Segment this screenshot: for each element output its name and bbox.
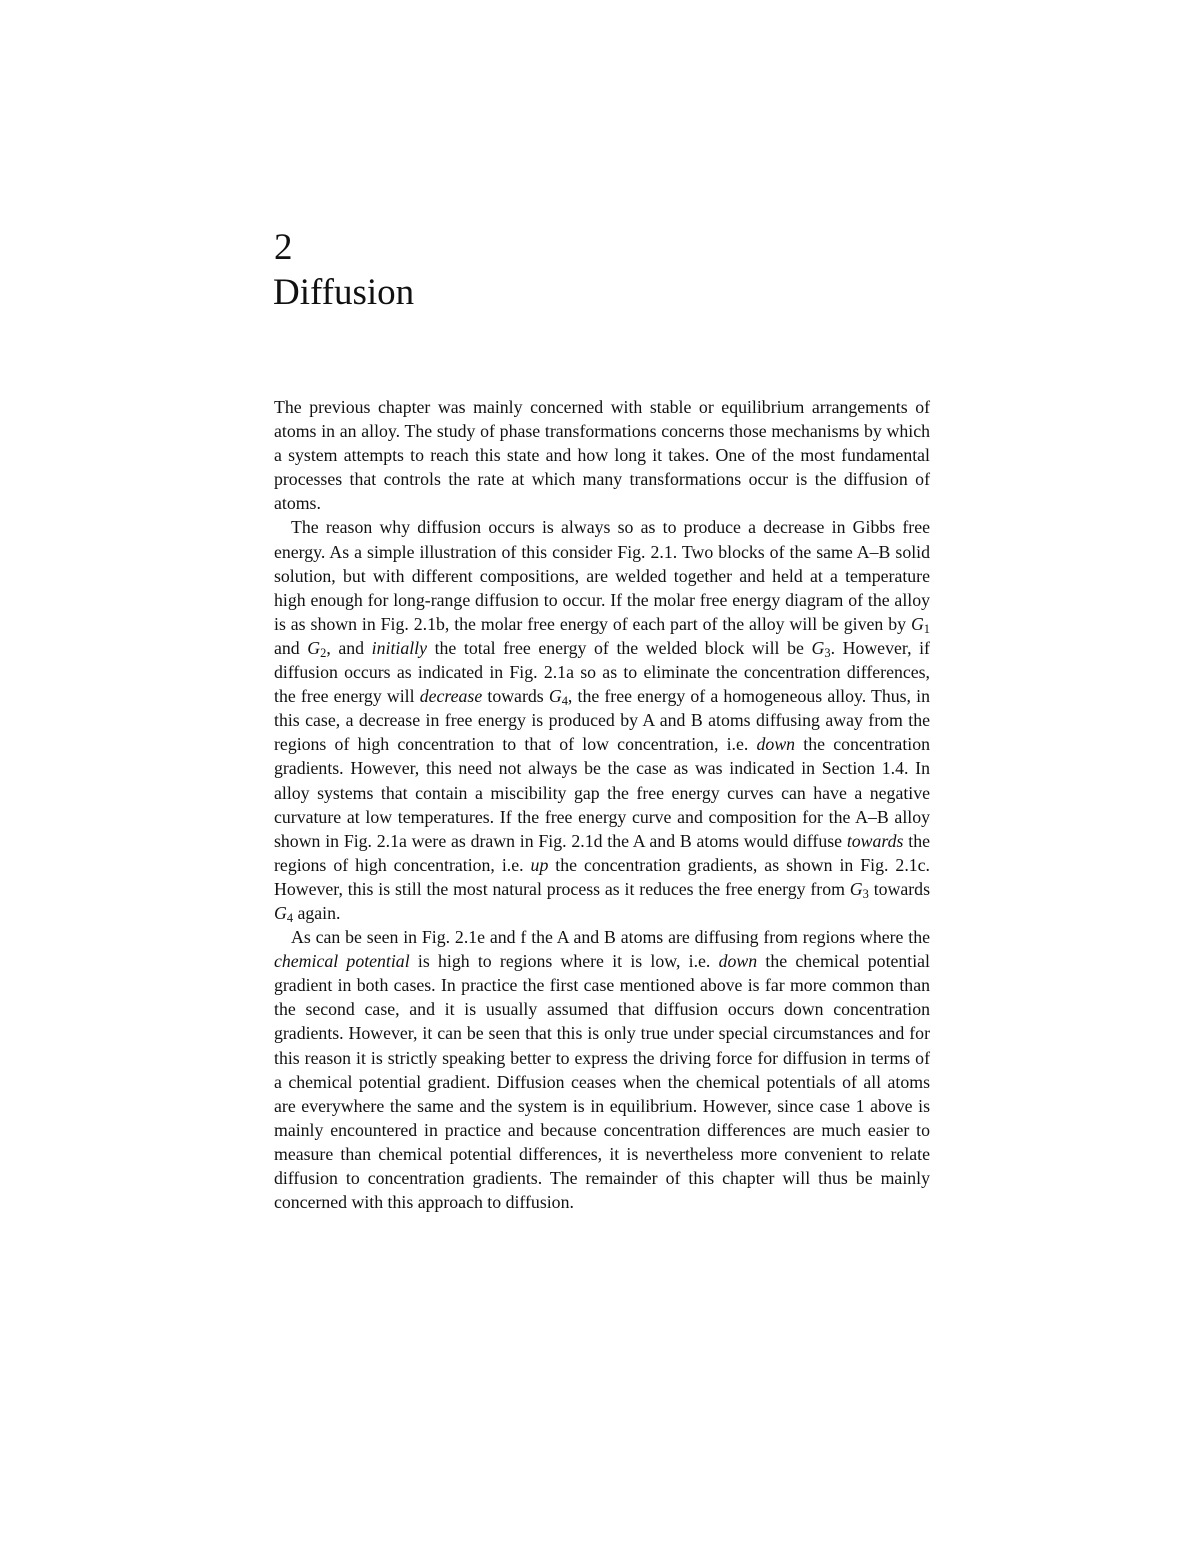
- text-run: and: [274, 637, 308, 658]
- subscript: 3: [824, 646, 831, 661]
- italic-text: down: [718, 951, 758, 972]
- subscript: 4: [561, 694, 568, 709]
- italic-text: G: [910, 613, 924, 634]
- chapter-title: Diffusion: [273, 272, 415, 313]
- italic-text: G: [849, 878, 863, 899]
- text-run: towards: [868, 878, 930, 899]
- text-run: The reason why diffusion occurs is always so as to produce a decrease in Gibbs free energy. As a simple illustration of this consider Fig. 2.1. Two blocks of the same A–B solid solution, but with different compositions, are welded together and held at a temperature high enough for long-range diffusion to occur. If the molar free energy diagram of the alloy is as shown in Fig. 2.1b, the molar free energy of each part of the alloy will be given by: [274, 517, 930, 634]
- italic-text: up: [530, 854, 549, 875]
- text-run: towards: [482, 686, 549, 707]
- text-run: As can be seen in Fig. 2.1e and f the A and B atoms are diffusing from regions where the: [291, 927, 930, 948]
- text-run: , and: [326, 637, 372, 658]
- subscript: 3: [862, 886, 869, 901]
- italic-text: towards: [846, 830, 904, 851]
- italic-text: G: [274, 902, 287, 923]
- subscript: 4: [286, 911, 294, 926]
- paragraph: [274, 515, 930, 925]
- italic-text: chemical potential: [274, 951, 410, 972]
- text-run: the chemical potential gradient in both cases. In practice the first case mentioned above is far more common than the second case, and it is usually assumed that diffusion occurs down concentration gradients. However, it can be seen that this is only true under special circumstances and for this reason it is strictly speaking better to express the driving force for diffusion in terms of a chemical potential gradient. Diffusion ceases when the chemical potentials of all atoms are everywhere the same and the system is in equilibrium. However, since case 1 above is mainly encountered in practice and because concentration differences are much easier to measure than chemical potential differences, it is nevertheless more convenient to relate diffusion to concentration gradients. The remainder of this chapter will thus be mainly concerned with this approach to diffusion.: [274, 951, 931, 1213]
- text-run: , the free energy of a homogeneous alloy. Thus, in this case, a decrease in free energy is produced by A and B atoms diffusing away from the regions of high concentration to that of low concentration, i.e.: [274, 686, 930, 755]
- paragraph: [274, 925, 930, 1214]
- subscript: 1: [923, 621, 930, 636]
- italic-text: G: [548, 686, 562, 707]
- text-run: The previous chapter was mainly concerned with stable or equilibrium arrangements of atoms in an alloy. The study of phase transformations concerns those mechanisms by which a system attempts to reach this state and how long it takes. One of the most fundamental processes that controls the rate at which many transformations occur is the diffusion of atoms.: [274, 397, 930, 514]
- italic-text: decrease: [419, 686, 483, 707]
- italic-text: G: [307, 637, 321, 658]
- italic-text: initially: [371, 637, 427, 658]
- text-run: is high to regions where it is low, i.e.: [409, 951, 719, 972]
- text-run: again.: [293, 902, 341, 923]
- text-run: the concentration gradients, as shown in Fig. 2.1c. However, this is still the most natural process as it reduces the free energy from: [274, 854, 930, 899]
- chapter-body: [274, 395, 930, 1214]
- italic-text: down: [756, 734, 796, 755]
- text-run: the total free energy of the welded block will be: [427, 637, 812, 658]
- italic-text: G: [811, 637, 825, 658]
- chapter-number: 2: [274, 227, 293, 268]
- paragraph: [274, 395, 930, 515]
- text-run: . However, if diffusion occurs as indicated in Fig. 2.1a so as to eliminate the concentration differences, the free energy will: [274, 637, 930, 707]
- text-run: the concentration gradients. However, this need not always be the case as was indicated in Section 1.4. In alloy systems that contain a miscibility gap the free energy curves can have a negative curvature at low temperatures. If the free energy curve and composition for the A–B alloy shown in Fig. 2.1a were as drawn in Fig. 2.1d the A and B atoms would diffuse: [274, 734, 930, 851]
- text-run: the regions of high concentration, i.e.: [274, 830, 930, 875]
- subscript: 2: [320, 646, 327, 661]
